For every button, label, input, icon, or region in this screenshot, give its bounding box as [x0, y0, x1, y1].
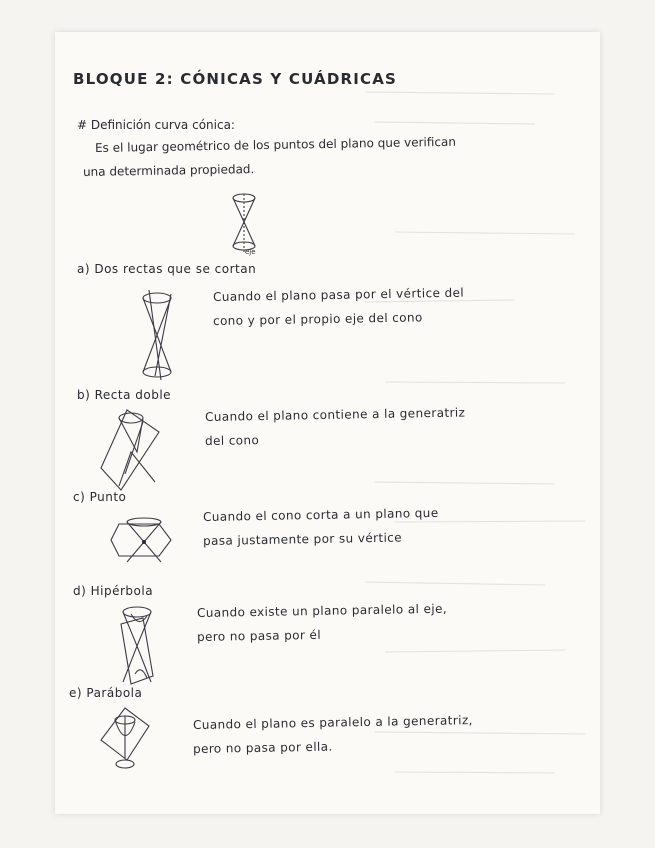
notebook-page [55, 32, 600, 814]
case-b-line-1: Cuando el plano contiene a la generatriz [204, 405, 466, 424]
parabola-cone-sketch [97, 706, 153, 772]
definition-text-line-2: una determinada propiedad. [82, 162, 255, 179]
case-b-line-2: del cono [204, 433, 260, 448]
case-c-line-2: pasa justamente por su vértice [202, 530, 403, 548]
double-line-cone-sketch [99, 408, 169, 490]
two-lines-cone-sketch [135, 290, 185, 380]
case-c-line-1: Cuando el cono corta a un plano que [202, 505, 439, 524]
case-c-heading: c) Punto [73, 490, 127, 504]
case-a-line-1: Cuando el plano pasa por el vértice del [212, 285, 465, 304]
case-b-heading: b) Recta doble [77, 388, 172, 402]
bleed-through-marks [355, 52, 595, 812]
point-cone-sketch [109, 516, 179, 566]
case-e-line-2: pero no pasa por ella. [192, 739, 333, 756]
case-d-line-2: pero no pasa por él [196, 627, 322, 644]
definition-heading: # Definición curva cónica: [77, 118, 235, 132]
case-a-line-2: cono y por el propio eje del cono [212, 310, 423, 328]
double-cone-sketch [227, 192, 267, 254]
case-a-heading: a) Dos rectas que se cortan [77, 262, 257, 276]
case-e-heading: e) Parábola [69, 686, 143, 700]
hyperbola-cone-sketch [113, 604, 163, 690]
axis-label: eje [245, 248, 256, 256]
case-d-line-1: Cuando existe un plano paralelo al eje, [196, 601, 448, 620]
case-d-heading: d) Hipérbola [73, 584, 154, 598]
page-title: BLOQUE 2: CÓNICAS Y CUÁDRICAS [73, 70, 398, 88]
case-e-line-1: Cuando el plano es paralelo a la generatriz, [192, 713, 473, 732]
definition-text-line-1: Es el lugar geométrico de los puntos del plano que verifican [94, 134, 457, 155]
